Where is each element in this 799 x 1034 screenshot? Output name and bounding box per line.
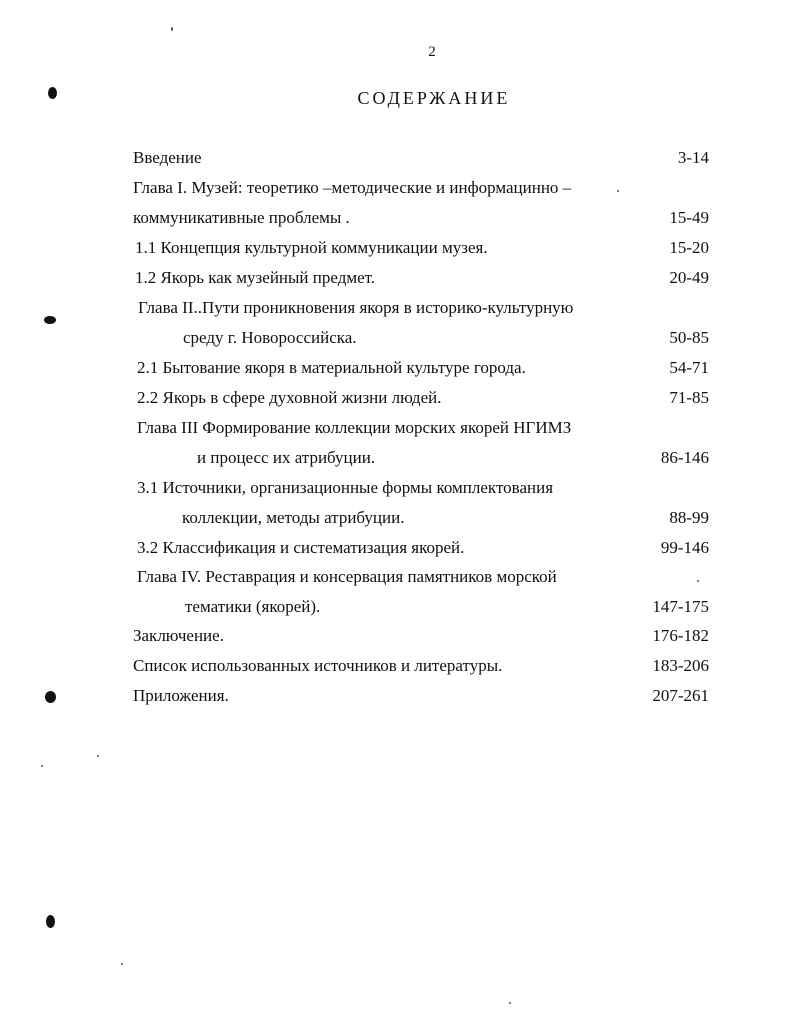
toc-s32-label: 3.2 Классификация и систематизация якорей. [137, 538, 465, 557]
toc-intro-label: Введение [133, 148, 202, 167]
toc-s21-label: 2.1 Бытование якоря в материальной культуре города. [137, 358, 526, 377]
toc-ch3-pages: 86-146 [660, 448, 709, 467]
toc-ch4-line2: тематики (якорей). [185, 597, 321, 616]
toc-ch1-line1: Глава I. Музей: теоретико –методические и информацинно – [133, 178, 572, 197]
toc-sources-pages: 183-206 [652, 656, 709, 675]
toc-s32-pages: 99-146 [660, 538, 709, 557]
toc-s31-pages: 88-99 [669, 508, 709, 527]
scan-speck [97, 755, 99, 757]
toc-s31-line2: коллекции, методы атрибуции. [182, 508, 405, 527]
toc-ch3-line1: Глава III Формирование коллекции морских якорей НГИМЗ [137, 418, 572, 437]
toc-s12-pages: 20-49 [669, 268, 709, 287]
scan-speck [617, 190, 619, 192]
scan-speck [509, 1002, 511, 1004]
toc-intro-pages: 3-14 [677, 148, 709, 167]
toc-ch3-line2: и процесс их атрибуции. [197, 448, 376, 467]
punch-hole-mark [45, 691, 56, 703]
toc-ch1-pages: 15-49 [669, 208, 709, 227]
toc-ch4-pages: 147-175 [652, 597, 709, 616]
scan-speck [121, 963, 123, 965]
punch-hole-mark [48, 87, 57, 99]
toc-ch2-pages: 50-85 [669, 328, 709, 347]
toc-s11-label: 1.1 Концепция культурной коммуникации музея. [135, 238, 488, 257]
toc-ch2-line1: Глава II..Пути проникновения якоря в историко-культурную [138, 298, 574, 317]
toc-ch2-line2: среду г. Новороссийска. [183, 328, 357, 347]
toc-s12-label: 1.2 Якорь как музейный предмет. [135, 268, 376, 287]
punch-hole-mark [46, 915, 55, 928]
toc-sources-label: Список использованных источников и литературы. [133, 656, 503, 675]
toc-s22-label: 2.2 Якорь в сфере духовной жизни людей. [137, 388, 442, 407]
toc-appendix-pages: 207-261 [652, 686, 709, 705]
punch-hole-mark [44, 316, 56, 324]
toc-s11-pages: 15-20 [669, 238, 709, 257]
toc-conclusion-label: Заключение. [133, 626, 224, 645]
toc-s22-pages: 71-85 [669, 388, 709, 407]
toc-conclusion-pages: 176-182 [652, 626, 709, 645]
toc-ch1-line2: коммуникативные проблемы . [133, 208, 350, 227]
toc-s31-line1: 3.1 Источники, организационные формы комплектования [137, 478, 554, 497]
scan-speck [697, 580, 699, 582]
toc-ch4-line1: Глава IV. Реставрация и консервация памятников морской [137, 567, 557, 586]
scan-speck [41, 765, 43, 767]
page-number: 2 [428, 44, 436, 60]
page-title: СОДЕРЖАНИЕ [357, 88, 511, 108]
toc-appendix-label: Приложения. [133, 686, 229, 705]
toc-s21-pages: 54-71 [669, 358, 709, 377]
scan-speck [171, 27, 173, 31]
